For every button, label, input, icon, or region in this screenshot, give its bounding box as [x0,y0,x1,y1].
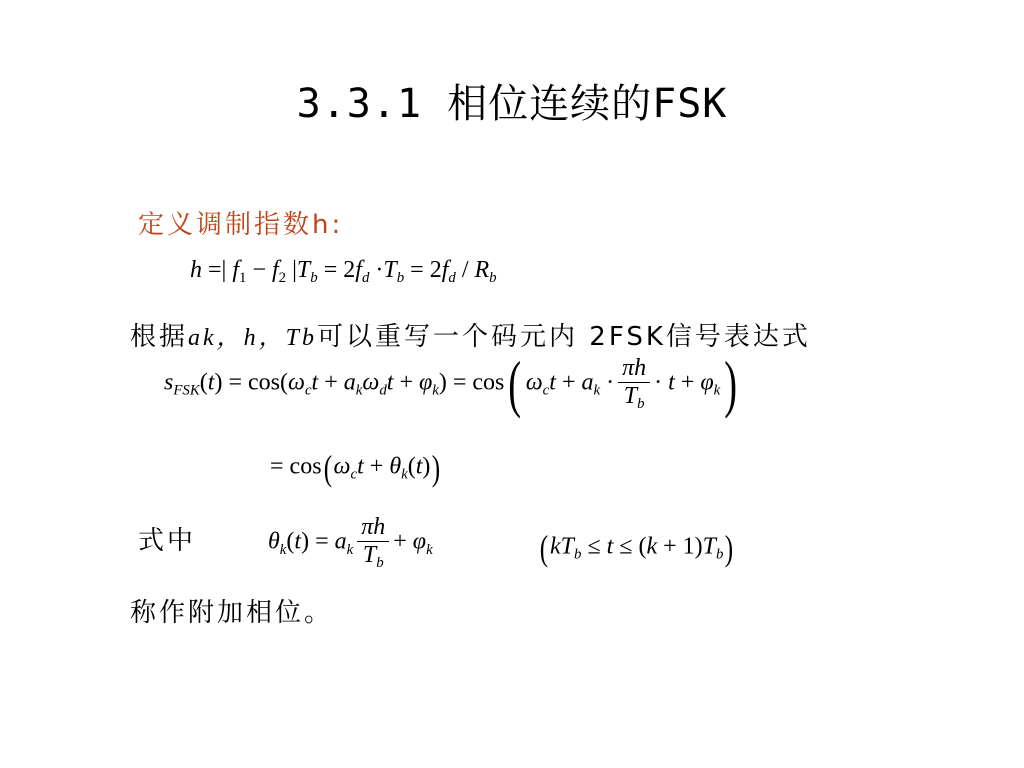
formula-s-fsk-short: = $\cos(\omega_ct + \theta_k(t))$ [270,448,441,488]
formula-range: $(kT_b \le t \le (k + 1)T_b)$ [539,528,734,568]
intro-text-2: 可以重写一个码元内 2FSK信号表达式 [317,322,811,352]
intro-text-1: 根据 [130,322,189,352]
slide-title: 3.3.1 相位连续的FSK [296,81,728,127]
formula-s-fsk: $s_{FSK}(t) = \cos(\omega_ct + a_k\omega_dt + \varphi_k) = \cos$( $\omega_ct + a_k$ · $\frac{\pi h}{T_b}$ · $t + \varphi_k$) [164,348,738,419]
definition-heading: 定义调制指数h: [138,210,344,240]
formula-h-definition: h =| $f_1 - f_2$ $|T_b = 2f_d \cdot T_b = 2f_d / R_b$ [190,257,497,287]
where-label: 式中 [138,526,197,556]
closing-text: 称作附加相位。 [130,598,334,628]
intro-sentence [130,316,811,353]
intro-vars: ak，h，Tb [188,325,318,351]
formula-theta: $\theta_k(t) = a_k$ $\frac{\pi h}{T_b}$ + $\varphi_k$ [268,514,433,572]
